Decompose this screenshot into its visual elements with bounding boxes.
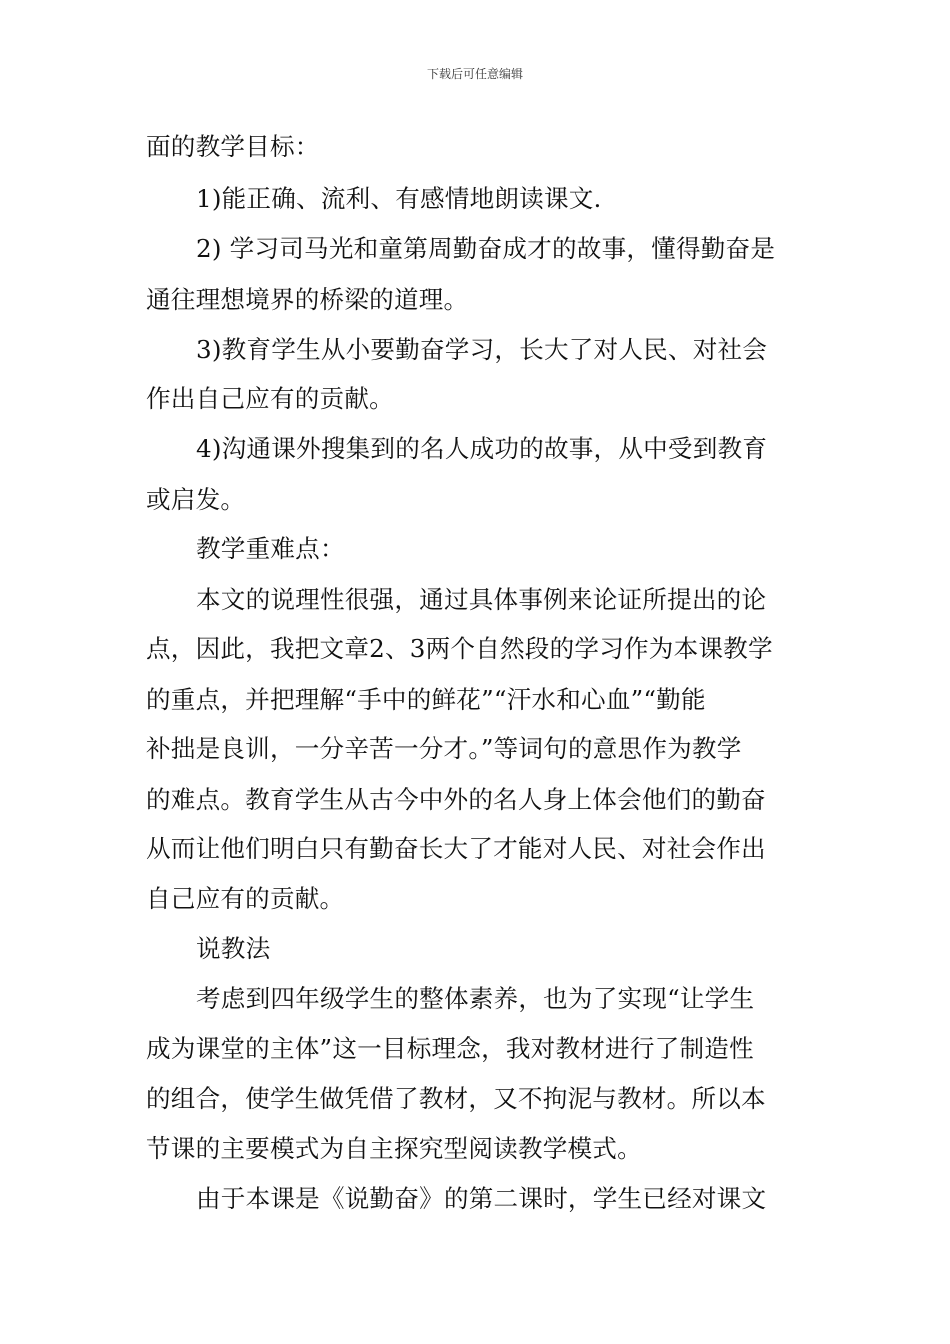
text-line: 自己应有的贡献。 [146, 884, 345, 913]
text-line: 本文的说理性很强，通过具体事例来论证所提出的论 [196, 585, 767, 614]
text-line: 补拙是良训，一分辛苦一分才。”等词句的意思作为教学 [146, 734, 742, 763]
text-line: 节课的主要模式为自主探究型阅读教学模式。 [146, 1134, 642, 1163]
text-line: 面的教学目标： [146, 132, 320, 161]
section-heading: 教学重难点： [196, 534, 345, 563]
section-heading: 说教法 [196, 934, 271, 963]
text-line: 成为课堂的主体”这一目标理念，我对教材进行了制造性 [146, 1034, 754, 1063]
text-line: 作出自己应有的贡献。 [146, 384, 394, 413]
text-line: 通往理想境界的桥梁的道理。 [146, 285, 469, 314]
text-line: 由于本课是《说勤奋》的第二课时，学生已经对课文 [196, 1184, 767, 1213]
page-header-note: 下载后可任意编辑 [426, 67, 523, 81]
text-line: 从而让他们明白只有勤奋长大了才能对人民、对社会作出 [146, 834, 766, 863]
text-line: 1)能正确、流利、有感情地朗读课文. [196, 184, 602, 213]
text-line: 点，因此，我把文章2、3两个自然段的学习作为本课教学 [146, 634, 773, 663]
text-line: 2) 学习司马光和童第周勤奋成才的故事，懂得勤奋是 [196, 234, 776, 263]
text-line: 4)沟通课外搜集到的名人成功的故事，从中受到教育 [196, 434, 768, 463]
text-line: 3)教育学生从小要勤奋学习，长大了对人民、对社会 [196, 335, 768, 364]
text-line: 的重点，并把理解“手中的鲜花”“汗水和心血”“勤能 [146, 685, 706, 714]
text-line: 考虑到四年级学生的整体素养，也为了实现“让学生 [196, 984, 755, 1013]
text-line: 的难点。教育学生从古今中外的名人身上体会他们的勤奋 [146, 785, 766, 814]
text-line: 的组合，使学生做凭借了教材，又不拘泥与教材。所以本 [146, 1084, 766, 1113]
text-line: 或启发。 [146, 485, 246, 514]
